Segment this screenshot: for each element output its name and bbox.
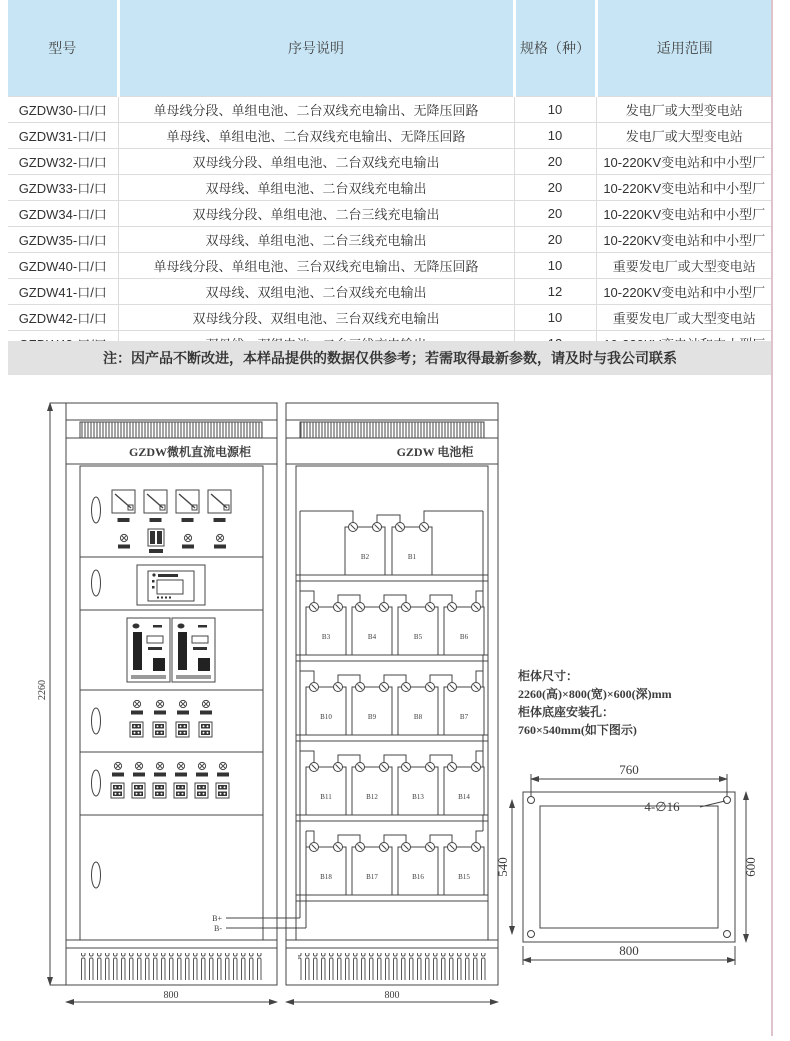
table-row — [8, 305, 772, 331]
vent-grille-bottom — [78, 953, 265, 980]
specs-line-4: 760×540mm(如下图示) — [518, 723, 637, 737]
cabinet-specs-text — [518, 668, 672, 737]
cell-model: GZDW42-口/口 — [8, 305, 118, 331]
dim-800-label: 800 — [619, 943, 639, 958]
switch-icon — [148, 529, 164, 553]
table-row — [8, 279, 772, 305]
specs-line-1: 柜体尺寸： — [518, 669, 579, 683]
cell-spec: 12 — [514, 279, 596, 305]
mount-hole — [528, 797, 535, 804]
battery-b3 — [306, 603, 346, 656]
battery-label: B3 — [321, 633, 331, 641]
model-spec-table — [8, 0, 772, 356]
battery-b16 — [398, 843, 438, 896]
cell-desc: 双母线分段、单组电池、二台三线充电输出 — [118, 201, 514, 227]
breaker-icon — [216, 783, 229, 798]
battery-label: B9 — [367, 713, 377, 721]
vent-grille-top — [80, 422, 262, 438]
mount-hole — [528, 931, 535, 938]
battery-b13 — [398, 763, 438, 816]
table-header-row — [8, 0, 772, 97]
cell-model: GZDW32-口/口 — [8, 149, 118, 175]
page-edge-border — [771, 0, 773, 1036]
height-dimension-label: 2260 — [37, 680, 48, 700]
cell-model: GZDW35-口/口 — [8, 227, 118, 253]
battery-b7 — [444, 683, 484, 736]
door-handle-icon — [92, 770, 101, 796]
battery-b18 — [306, 843, 346, 896]
cell-model: GZDW31-口/口 — [8, 123, 118, 149]
battery-label: B12 — [366, 793, 378, 801]
cell-model: GZDW34-口/口 — [8, 201, 118, 227]
feeder-panel-1 — [130, 700, 212, 737]
dim-600-label: 600 — [743, 857, 758, 877]
cell-desc: 双母线、单组电池、二台双线充电输出 — [118, 175, 514, 201]
battery-b8 — [398, 683, 438, 736]
charger-module-panel — [127, 618, 215, 682]
breaker-icon — [132, 783, 145, 798]
base-mount-diagram — [495, 762, 758, 965]
breaker-icon — [130, 722, 143, 737]
battery-b2 — [345, 523, 385, 576]
breaker-icon — [199, 722, 212, 737]
battery-b12 — [352, 763, 392, 816]
battery-cabinet-title: GZDW 电池柜 — [396, 445, 474, 459]
table-row — [8, 253, 772, 279]
battery-label: B15 — [458, 873, 470, 881]
indicator-lamp-icon — [112, 762, 124, 776]
header-range: 适用范围 — [596, 0, 772, 97]
indicator-lamp-icon — [131, 700, 143, 714]
indicator-lamp-icon — [118, 534, 130, 548]
meter-icon — [112, 490, 135, 522]
cell-range: 重要发电厂或大型变电站 — [596, 305, 772, 331]
cell-range: 10-220KV变电站和中小型厂 — [596, 149, 772, 175]
battery-cabinet-drawing — [286, 403, 498, 985]
cell-spec: 20 — [514, 149, 596, 175]
door-handle-icon — [92, 570, 101, 596]
battery-b17 — [352, 843, 392, 896]
cell-desc: 双母线、单组电池、二台三线充电输出 — [118, 227, 514, 253]
breaker-icon — [153, 722, 166, 737]
battery-b14 — [444, 763, 484, 816]
cell-model: GZDW33-口/口 — [8, 175, 118, 201]
indicator-lamp-icon — [200, 700, 212, 714]
table-row — [8, 97, 772, 123]
indicator-lamp-icon — [175, 762, 187, 776]
indicator-lamp-icon — [154, 700, 166, 714]
door-handle-icon — [92, 497, 101, 523]
cell-spec: 10 — [514, 123, 596, 149]
battery-b5 — [398, 603, 438, 656]
cell-desc: 单母线分段、单组电池、二台双线充电输出、无降压回路 — [118, 97, 514, 123]
indicator-lamp-icon — [133, 762, 145, 776]
cell-model: GZDW40-口/口 — [8, 253, 118, 279]
monitor-panel — [137, 565, 205, 605]
feeder-panel-2 — [111, 762, 229, 798]
battery-label: B17 — [366, 873, 378, 881]
power-cabinet-title: GZDW微机直流电源柜 — [128, 445, 252, 459]
battery-label: B7 — [459, 713, 469, 721]
indicator-lamp-icon — [154, 762, 166, 776]
cell-range: 10-220KV变电站和中小型厂 — [596, 201, 772, 227]
cell-range: 10-220KV变电站和中小型厂 — [596, 227, 772, 253]
battery-label: B11 — [320, 793, 332, 801]
charger-module — [127, 618, 170, 682]
terminal-positive-label: B+ — [212, 914, 222, 923]
indicator-lamp-icon — [217, 762, 229, 776]
battery-label: B16 — [412, 873, 424, 881]
cell-range: 重要发电厂或大型变电站 — [596, 253, 772, 279]
dim-540-label: 540 — [495, 857, 510, 877]
battery-b15 — [444, 843, 484, 896]
battery-label: B1 — [407, 553, 417, 561]
cell-spec: 10 — [514, 253, 596, 279]
breaker-icon — [176, 722, 189, 737]
mount-hole — [724, 931, 731, 938]
battery-label: B8 — [413, 713, 423, 721]
meter-icon — [176, 490, 199, 522]
cabinet-drawing-svg — [0, 390, 790, 1036]
terminal-negative-label: B- — [214, 924, 222, 933]
indicator-lamp-icon — [196, 762, 208, 776]
width-dimension-label: 800 — [163, 990, 179, 1001]
battery-b4 — [352, 603, 392, 656]
cell-range: 发电厂或大型变电站 — [596, 123, 772, 149]
header-model: 型号 — [8, 0, 118, 97]
vent-grille-top — [300, 422, 484, 438]
battery-label: B10 — [320, 713, 332, 721]
cell-desc: 双母线分段、单组电池、二台双线充电输出 — [118, 149, 514, 175]
cell-desc: 双母线、双组电池、二台双线充电输出 — [118, 279, 514, 305]
battery-label: B13 — [412, 793, 424, 801]
cabinet-door-frame — [80, 466, 263, 940]
header-desc: 序号说明 — [118, 0, 514, 97]
lcd-screen — [157, 580, 183, 594]
cell-spec: 10 — [514, 305, 596, 331]
cell-range: 发电厂或大型变电站 — [596, 97, 772, 123]
meter-panel — [112, 490, 231, 553]
cell-spec: 20 — [514, 201, 596, 227]
cell-desc: 单母线、单组电池、二台双线充电输出、无降压回路 — [118, 123, 514, 149]
holes-callout-label: 4-∅16 — [644, 799, 680, 814]
vent-grille-bottom — [298, 953, 486, 980]
technical-drawing-area — [0, 390, 790, 1036]
battery-b6 — [444, 603, 484, 656]
door-handle-icon — [92, 708, 101, 734]
meter-icon — [208, 490, 231, 522]
indicator-lamp-icon — [214, 534, 226, 548]
cell-range: 10-220KV变电站和中小型厂 — [596, 279, 772, 305]
power-cabinet-drawing — [66, 403, 306, 985]
cell-desc: 单母线分段、单组电池、三台双线充电输出、无降压回路 — [118, 253, 514, 279]
dim-760-label: 760 — [619, 762, 639, 777]
battery-b9 — [352, 683, 392, 736]
cell-spec: 20 — [514, 227, 596, 253]
header-spec: 规格（种） — [514, 0, 596, 97]
meter-icon — [144, 490, 167, 522]
table-row — [8, 149, 772, 175]
width-dimension-label: 800 — [384, 990, 400, 1001]
cell-spec: 20 — [514, 175, 596, 201]
battery-label: B4 — [367, 633, 377, 641]
battery-b1 — [392, 523, 432, 576]
breaker-icon — [153, 783, 166, 798]
cell-desc: 双母线分段、双组电池、三台双线充电输出 — [118, 305, 514, 331]
table-row — [8, 201, 772, 227]
door-handle-icon — [92, 862, 101, 888]
breaker-icon — [174, 783, 187, 798]
mount-hole — [724, 797, 731, 804]
cell-model: GZDW41-口/口 — [8, 279, 118, 305]
battery-label: B2 — [360, 553, 370, 561]
battery-label: B5 — [413, 633, 423, 641]
disclaimer-note: 注：因产品不断改进，本样品提供的数据仅供参考；若需取得最新参数，请及时与我公司联系 — [8, 341, 772, 375]
table-row — [8, 123, 772, 149]
battery-label: B14 — [458, 793, 470, 801]
charger-module — [172, 618, 215, 682]
indicator-lamp-icon — [177, 700, 189, 714]
specs-line-3: 柜体底座安装孔： — [518, 705, 615, 719]
battery-label: B18 — [320, 873, 332, 881]
battery-b10 — [306, 683, 346, 736]
table-row — [8, 227, 772, 253]
battery-label: B6 — [459, 633, 469, 641]
battery-b11 — [306, 763, 346, 816]
breaker-icon — [111, 783, 124, 798]
cell-range: 10-220KV变电站和中小型厂 — [596, 175, 772, 201]
specs-line-2: 2260(高)×800(宽)×600(深)mm — [518, 687, 672, 701]
table-row — [8, 175, 772, 201]
breaker-icon — [195, 783, 208, 798]
cell-model: GZDW30-口/口 — [8, 97, 118, 123]
cell-spec: 10 — [514, 97, 596, 123]
indicator-lamp-icon — [182, 534, 194, 548]
